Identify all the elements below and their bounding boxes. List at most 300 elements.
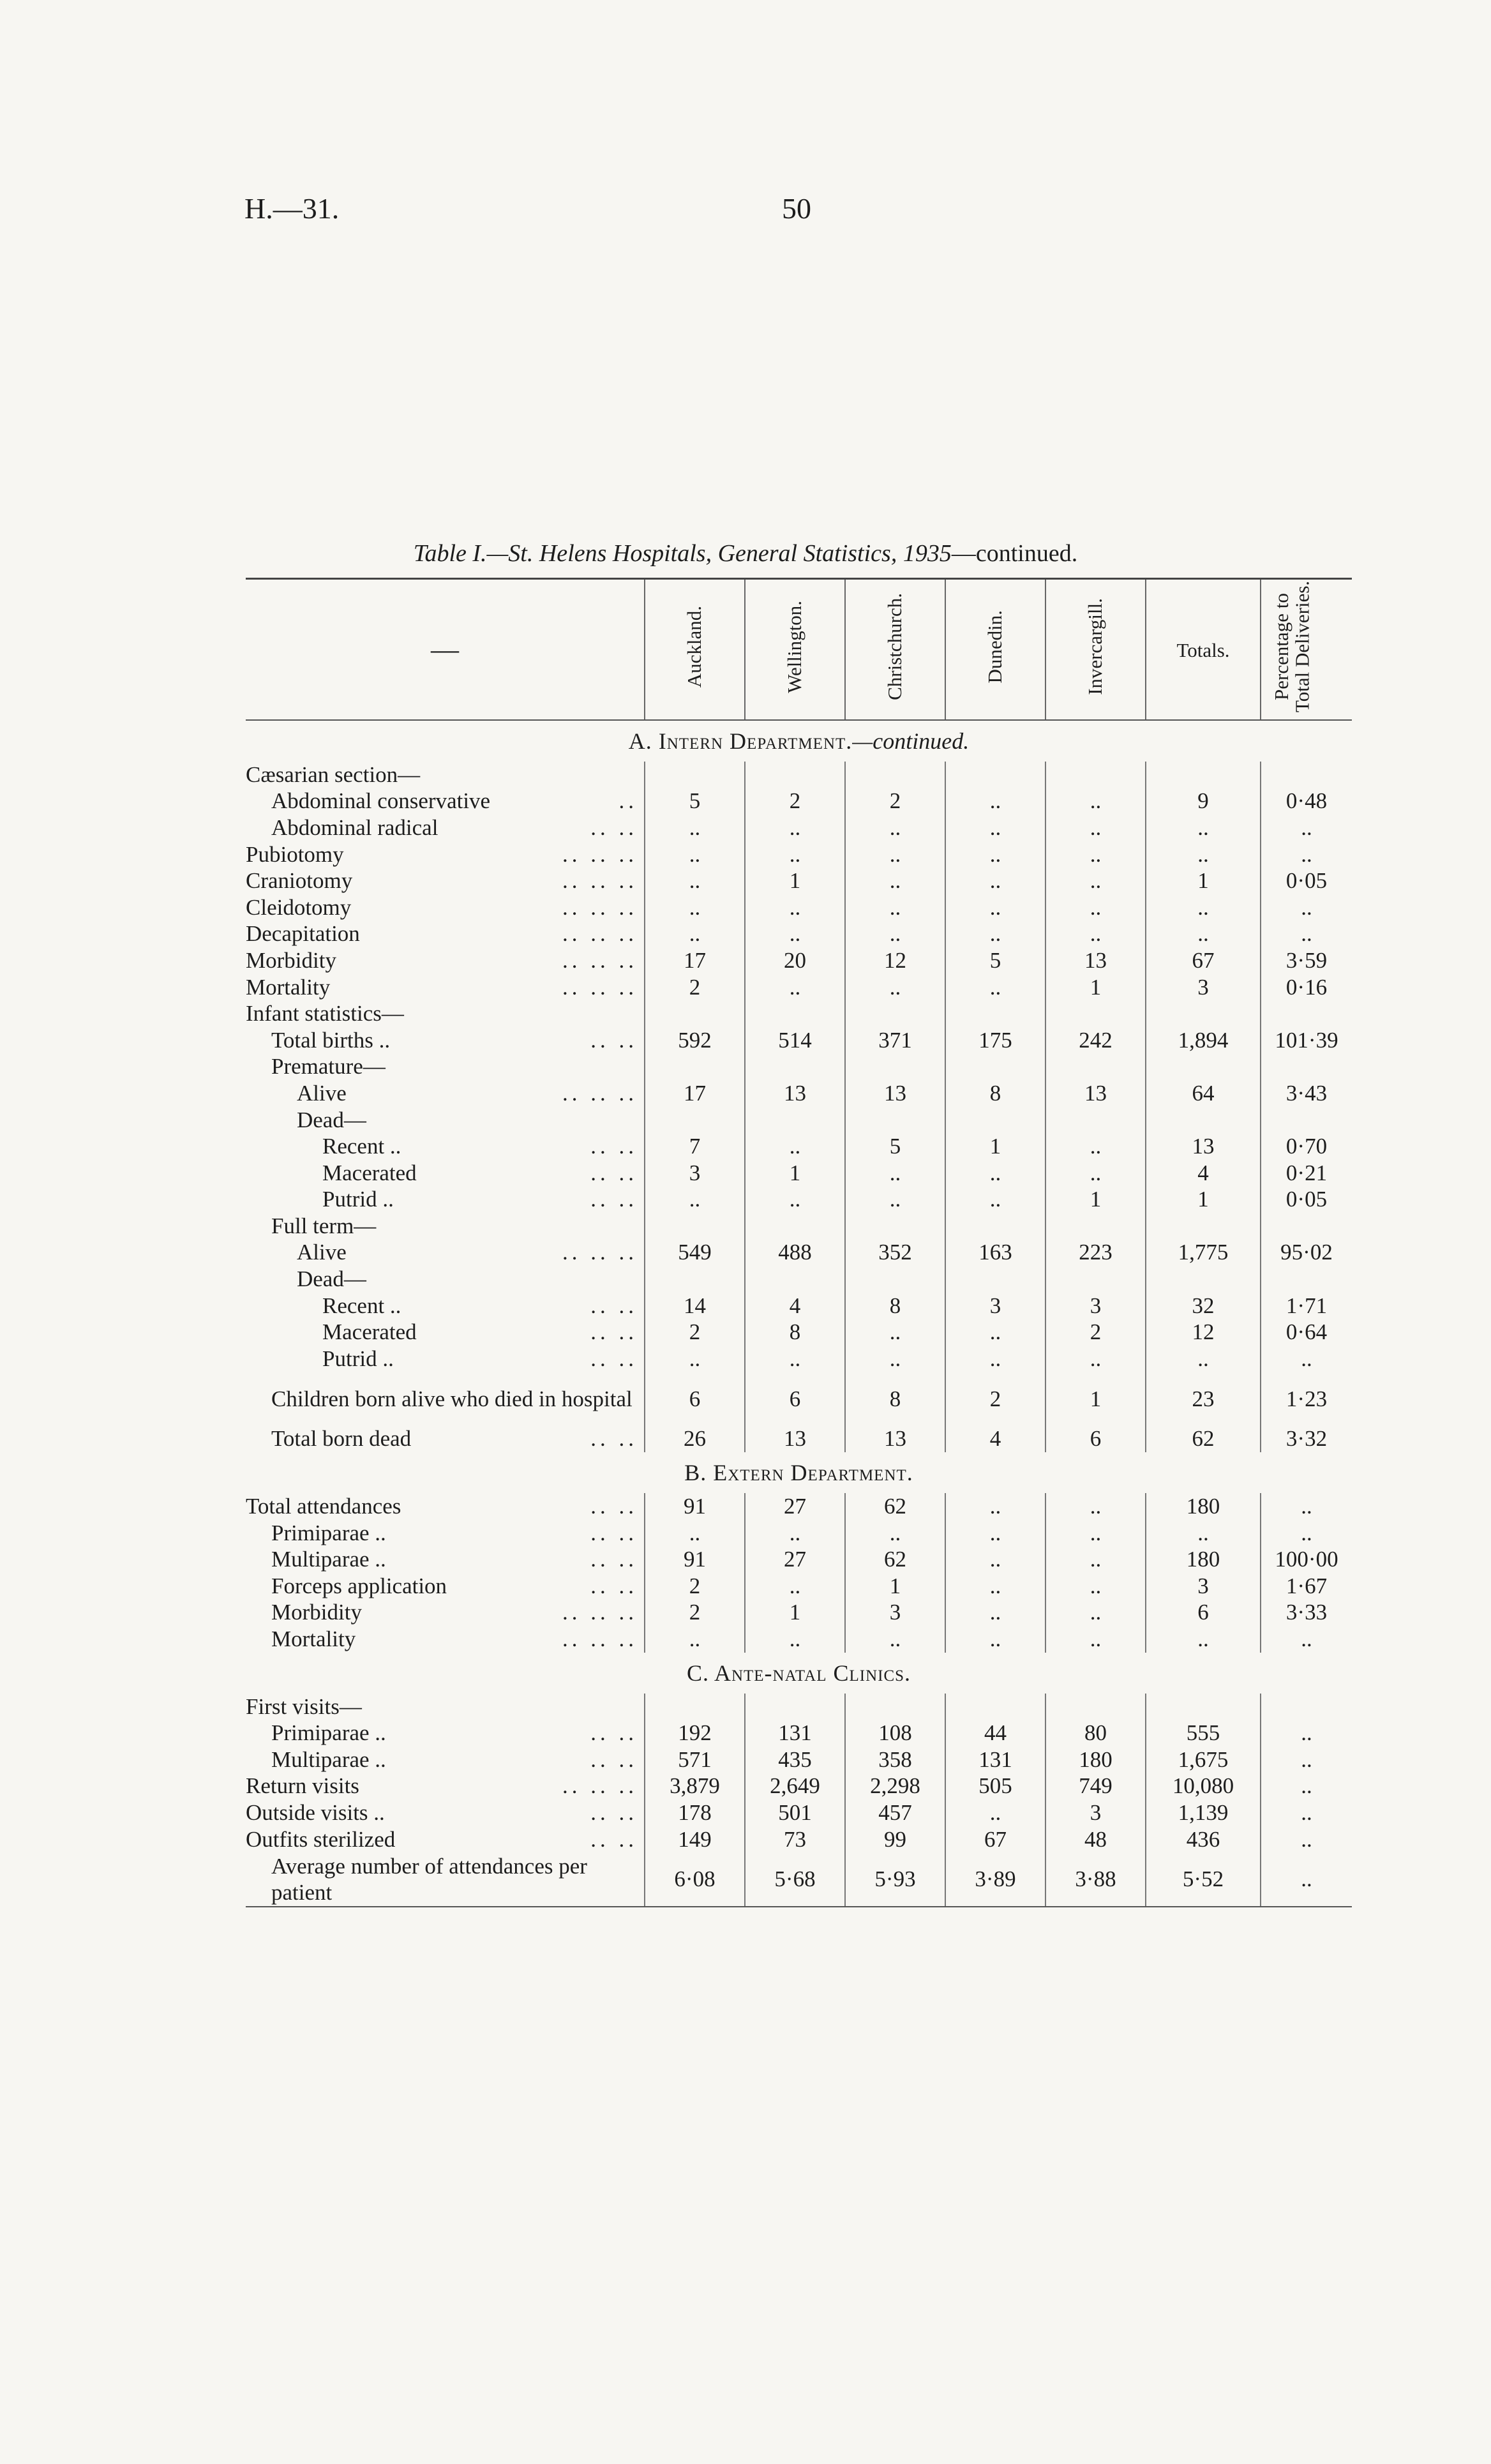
row-label-text: Outside visits .. [246,1799,385,1825]
cell-dunedin: 1 [945,1133,1045,1160]
cell-auckland: .. [645,894,745,921]
cell-christchurch: .. [845,841,945,868]
cell-totals: 180 [1146,1493,1261,1520]
table-row [246,1826,1352,1853]
table-row [246,1720,1352,1747]
cell-wellington: .. [745,974,845,1001]
table-row [246,1520,1352,1547]
col-header-auckland: Auckland. [645,579,745,721]
cell-wellington: 13 [745,1080,845,1107]
row-label-text: Multiparae .. [271,1747,386,1772]
cell-invercargill: .. [1045,841,1146,868]
cell-wellington: 1 [745,868,845,894]
row-label [246,841,645,868]
column-header-row [246,579,1352,721]
cell-invercargill: .. [1045,921,1146,948]
cell-totals: .. [1146,1346,1261,1372]
cell-totals [1146,762,1261,788]
cell-invercargill [1045,762,1146,788]
cell-christchurch: .. [845,1346,945,1372]
table-row [246,1694,1352,1720]
cell-percentage: 95·02 [1261,1240,1352,1266]
cell-totals: 62 [1146,1426,1261,1453]
cell-auckland [645,762,745,788]
leader-dots: .. .. [590,1346,638,1371]
row-label-text: Alive [297,1080,347,1106]
cell-dunedin: .. [945,1626,1045,1653]
leader-dots: .. .. [590,1826,638,1852]
row-label [246,1573,645,1600]
cell-dunedin [945,1266,1045,1293]
col-header-wellington: Wellington. [745,579,845,721]
cell-totals: 3 [1146,974,1261,1001]
cell-dunedin: 67 [945,1826,1045,1853]
table-row [246,1266,1352,1293]
leader-dots: .. .. [590,1799,638,1825]
cell-percentage: 101·39 [1261,1027,1352,1054]
row-label [246,1346,645,1372]
table-row [246,1773,1352,1800]
cell-wellington: .. [745,815,845,841]
cell-totals: 5·52 [1146,1852,1261,1907]
row-label-text: Morbidity [271,1600,362,1625]
table-row [246,1187,1352,1213]
row-label [246,868,645,894]
row-label [246,1000,645,1027]
table-row [246,1080,1352,1107]
cell-totals: .. [1146,921,1261,948]
cell-wellington: 1 [745,1600,845,1626]
cell-christchurch: 1 [845,1573,945,1600]
cell-auckland: .. [645,1346,745,1372]
cell-invercargill: 48 [1045,1826,1146,1853]
statistics-table [246,578,1352,1907]
col-header-christchurch: Christchurch. [845,579,945,721]
row-label-text: Primiparae .. [271,1720,386,1746]
row-label [246,1773,645,1800]
leader-dots: .. .. [590,1293,638,1318]
cell-wellington: .. [745,1346,845,1372]
cell-auckland: .. [645,1626,745,1653]
cell-christchurch: 457 [845,1799,945,1826]
cell-wellington: 5·68 [745,1852,845,1907]
cell-christchurch: .. [845,815,945,841]
cell-dunedin: 8 [945,1080,1045,1107]
row-label-text: Return visits [246,1773,359,1799]
cell-auckland: .. [645,841,745,868]
cell-auckland: 91 [645,1493,745,1520]
cell-percentage [1261,1054,1352,1081]
cell-totals [1146,1054,1261,1081]
cell-wellington: .. [745,1520,845,1547]
cell-invercargill [1045,1107,1146,1134]
leader-dots: .. .. .. [562,1240,638,1265]
leader-dots: .. .. [590,1720,638,1746]
cell-christchurch [845,762,945,788]
cell-totals: .. [1146,815,1261,841]
cell-wellington: .. [745,1187,845,1213]
cell-dunedin [945,1107,1045,1134]
cell-wellington: 1 [745,1160,845,1187]
leader-dots: .. .. .. [562,1080,638,1106]
cell-dunedin [945,1694,1045,1720]
cell-totals: 1,894 [1146,1027,1261,1054]
table-row [246,841,1352,868]
cell-christchurch [845,1213,945,1240]
section-title: A. Intern Department.—continued. [628,728,970,754]
cell-totals: 4 [1146,1160,1261,1187]
cell-christchurch: 352 [845,1240,945,1266]
row-label [246,1293,645,1319]
table-row [246,947,1352,974]
cell-auckland: 2 [645,974,745,1001]
cell-totals: .. [1146,1626,1261,1653]
row-label-text: Macerated [322,1160,417,1185]
row-label-text: Children born alive who died in hospital [271,1386,633,1412]
cell-dunedin: .. [945,1493,1045,1520]
cell-invercargill: .. [1045,868,1146,894]
row-label-text: Premature— [271,1054,386,1079]
leader-dots: .. .. .. [562,921,638,947]
row-label [246,1080,645,1107]
cell-invercargill: .. [1045,1573,1146,1600]
cell-percentage: 0·64 [1261,1319,1352,1346]
row-label-text: Multiparae .. [271,1547,386,1572]
cell-invercargill: 749 [1045,1773,1146,1800]
cell-dunedin: .. [945,1160,1045,1187]
cell-wellington: 435 [745,1747,845,1773]
cell-invercargill: .. [1045,1520,1146,1547]
row-label-text: Forceps application [271,1573,447,1598]
cell-invercargill: .. [1045,1160,1146,1187]
cell-invercargill [1045,1213,1146,1240]
cell-invercargill: .. [1045,1546,1146,1573]
cell-wellington: 4 [745,1293,845,1319]
cell-dunedin: .. [945,894,1045,921]
cell-wellington [745,1213,845,1240]
cell-dunedin: 505 [945,1773,1045,1800]
cell-dunedin: 44 [945,1720,1045,1747]
label-column-header: — [246,579,645,721]
cell-percentage: 1·23 [1261,1372,1352,1426]
row-label [246,1799,645,1826]
cell-totals: .. [1146,894,1261,921]
row-label-text: Abdominal conservative [271,788,491,814]
cell-christchurch: 62 [845,1493,945,1520]
cell-christchurch: 371 [845,1027,945,1054]
cell-percentage: 100·00 [1261,1546,1352,1573]
cell-christchurch: 62 [845,1546,945,1573]
leader-dots: .. .. [590,1319,638,1345]
cell-totals: 64 [1146,1080,1261,1107]
cell-auckland [645,1000,745,1027]
table-body [246,720,1352,1907]
leader-dots: .. .. [590,1160,638,1185]
row-label [246,1720,645,1747]
row-label-text: Cleidotomy [246,894,352,920]
row-label-text: Total attendances [246,1494,401,1519]
cell-auckland: 549 [645,1240,745,1266]
cell-auckland: 178 [645,1799,745,1826]
cell-wellington [745,1266,845,1293]
table-row [246,1027,1352,1054]
cell-invercargill: 1 [1045,1372,1146,1426]
cell-invercargill [1045,1000,1146,1027]
cell-totals: 180 [1146,1546,1261,1573]
cell-percentage: .. [1261,1346,1352,1372]
cell-percentage: 0·21 [1261,1160,1352,1187]
row-label-text: Mortality [246,974,331,1000]
cell-wellington: .. [745,921,845,948]
cell-percentage: .. [1261,894,1352,921]
cell-auckland: .. [645,1520,745,1547]
row-label-text: Primiparae .. [271,1520,386,1545]
row-label [246,1826,645,1853]
row-label-text: Dead— [297,1266,366,1292]
col-header-percentage: Percentage to Total Deliveries. [1261,579,1352,721]
cell-percentage: 0·16 [1261,974,1352,1001]
leader-dots: .. .. .. [562,974,638,1000]
row-label [246,1160,645,1187]
table-row [246,921,1352,948]
cell-totals [1146,1213,1261,1240]
leader-dots: .. .. .. [562,1626,638,1652]
leader-dots: .. .. [590,1520,638,1545]
cell-auckland: 14 [645,1293,745,1319]
leader-dots: .. .. [590,1573,638,1598]
table-row [246,1426,1352,1453]
cell-invercargill: .. [1045,1346,1146,1372]
cell-dunedin: .. [945,1346,1045,1372]
cell-auckland: 592 [645,1027,745,1054]
cell-christchurch [845,1054,945,1081]
cell-christchurch: .. [845,1187,945,1213]
cell-dunedin: .. [945,1573,1045,1600]
cell-totals: 6 [1146,1600,1261,1626]
cell-percentage: .. [1261,1720,1352,1747]
cell-totals: 32 [1146,1293,1261,1319]
cell-wellington [745,1000,845,1027]
cell-totals [1146,1266,1261,1293]
cell-invercargill: .. [1045,1133,1146,1160]
table-row [246,868,1352,894]
row-label [246,1852,645,1907]
cell-christchurch: .. [845,1626,945,1653]
leader-dots: .. .. [590,1747,638,1772]
cell-christchurch: 12 [845,947,945,974]
section-title: B. Extern Department. [684,1460,913,1486]
table-row [246,1213,1352,1240]
table-row [246,1852,1352,1907]
cell-totals: 1 [1146,868,1261,894]
table-title [0,539,1491,567]
cell-christchurch: 99 [845,1826,945,1853]
cell-wellington: .. [745,1626,845,1653]
col-header-dunedin: Dunedin. [945,579,1045,721]
cell-wellington: 73 [745,1826,845,1853]
leader-dots: .. .. [590,1027,638,1053]
cell-christchurch: 13 [845,1426,945,1453]
row-label [246,1600,645,1626]
cell-dunedin: 3 [945,1293,1045,1319]
cell-invercargill [1045,1266,1146,1293]
table-title-continued: —continued. [951,540,1078,567]
cell-auckland: .. [645,1187,745,1213]
table-row [246,1747,1352,1773]
cell-dunedin [945,1213,1045,1240]
cell-auckland: 192 [645,1720,745,1747]
cell-percentage: .. [1261,1826,1352,1853]
cell-percentage [1261,762,1352,788]
cell-totals: 23 [1146,1372,1261,1426]
cell-auckland [645,1107,745,1134]
row-label-text: Craniotomy [246,868,353,894]
cell-totals: .. [1146,1520,1261,1547]
cell-dunedin: .. [945,788,1045,815]
row-label-text: Average number of attendances per patient [271,1854,587,1905]
cell-christchurch: 3 [845,1600,945,1626]
cell-invercargill: 1 [1045,1187,1146,1213]
cell-totals: 436 [1146,1826,1261,1853]
table-row [246,788,1352,815]
cell-christchurch: 13 [845,1080,945,1107]
cell-auckland: 2 [645,1319,745,1346]
cell-totals: 1,675 [1146,1747,1261,1773]
cell-invercargill: 242 [1045,1027,1146,1054]
leader-dots: .. .. [590,1134,638,1159]
cell-christchurch: 8 [845,1293,945,1319]
document-reference: H.—31. [244,192,340,225]
cell-totals: 13 [1146,1133,1261,1160]
cell-christchurch: 2,298 [845,1773,945,1800]
cell-totals: 555 [1146,1720,1261,1747]
cell-percentage: .. [1261,1520,1352,1547]
cell-christchurch: .. [845,1520,945,1547]
cell-christchurch: 5 [845,1133,945,1160]
cell-percentage: .. [1261,1773,1352,1800]
cell-auckland: 17 [645,947,745,974]
cell-dunedin: .. [945,1319,1045,1346]
cell-invercargill [1045,1054,1146,1081]
cell-auckland: .. [645,868,745,894]
cell-dunedin: .. [945,1799,1045,1826]
cell-invercargill: 13 [1045,947,1146,974]
cell-auckland: 2 [645,1600,745,1626]
cell-auckland: 571 [645,1747,745,1773]
cell-christchurch: .. [845,868,945,894]
row-label-text: Infant statistics— [246,1001,404,1026]
cell-wellington [745,1107,845,1134]
cell-auckland: .. [645,815,745,841]
cell-totals: 1,775 [1146,1240,1261,1266]
cell-dunedin: 2 [945,1372,1045,1426]
cell-auckland: 17 [645,1080,745,1107]
cell-dunedin: .. [945,1600,1045,1626]
leader-dots: .. .. .. [562,1773,638,1799]
cell-percentage: 0·05 [1261,868,1352,894]
cell-dunedin: 163 [945,1240,1045,1266]
leader-dots: .. .. .. [562,841,638,867]
row-label-text: First visits— [246,1694,362,1719]
row-label [246,1319,645,1346]
cell-totals: 12 [1146,1319,1261,1346]
leader-dots: .. .. [590,1494,638,1519]
table-row [246,1546,1352,1573]
cell-auckland: .. [645,921,745,948]
cell-totals: 67 [1146,947,1261,974]
table-row [246,1293,1352,1319]
cell-percentage [1261,1107,1352,1134]
leader-dots: .. .. .. [562,1600,638,1625]
cell-wellington: 27 [745,1546,845,1573]
row-label-text: Cæsarian section— [246,762,421,787]
cell-wellington: .. [745,1133,845,1160]
row-label [246,1520,645,1547]
leader-dots: .. [618,788,638,814]
cell-totals: 1 [1146,1187,1261,1213]
cell-wellington: 488 [745,1240,845,1266]
table-row [246,894,1352,921]
cell-wellington [745,762,845,788]
cell-percentage: 0·48 [1261,788,1352,815]
row-label [246,1027,645,1054]
cell-invercargill: 3 [1045,1799,1146,1826]
table-row [246,815,1352,841]
leader-dots: .. .. [590,1426,638,1452]
cell-auckland: 5 [645,788,745,815]
cell-invercargill [1045,1694,1146,1720]
cell-invercargill: .. [1045,1626,1146,1653]
cell-percentage: .. [1261,841,1352,868]
cell-auckland [645,1054,745,1081]
cell-percentage: .. [1261,815,1352,841]
cell-dunedin: .. [945,841,1045,868]
cell-percentage [1261,1213,1352,1240]
cell-dunedin: .. [945,1546,1045,1573]
table-row [246,1346,1352,1372]
cell-auckland [645,1266,745,1293]
row-label [246,1546,645,1573]
cell-wellington [745,1694,845,1720]
cell-wellington: 514 [745,1027,845,1054]
table-row [246,1626,1352,1653]
table-row [246,1573,1352,1600]
row-label-text: Pubiotomy [246,841,344,867]
cell-wellington: 20 [745,947,845,974]
row-label [246,1626,645,1653]
cell-christchurch: .. [845,1160,945,1187]
cell-auckland: 26 [645,1426,745,1453]
leader-dots: .. .. .. [562,894,638,920]
row-label-text: Dead— [297,1107,366,1132]
cell-wellington: 6 [745,1372,845,1426]
cell-dunedin: .. [945,974,1045,1001]
row-label-text: Total born dead [271,1426,412,1452]
page-number: 50 [782,192,811,225]
leader-dots: .. .. [590,1187,638,1212]
row-label [246,1493,645,1520]
cell-christchurch: .. [845,921,945,948]
cell-percentage: .. [1261,921,1352,948]
cell-invercargill: .. [1045,1493,1146,1520]
cell-auckland: 91 [645,1546,745,1573]
cell-dunedin: 3·89 [945,1852,1045,1907]
cell-percentage: 0·05 [1261,1187,1352,1213]
col-header-invercargill: Invercargill. [1045,579,1146,721]
cell-christchurch [845,1266,945,1293]
cell-christchurch [845,1694,945,1720]
cell-dunedin [945,1054,1045,1081]
